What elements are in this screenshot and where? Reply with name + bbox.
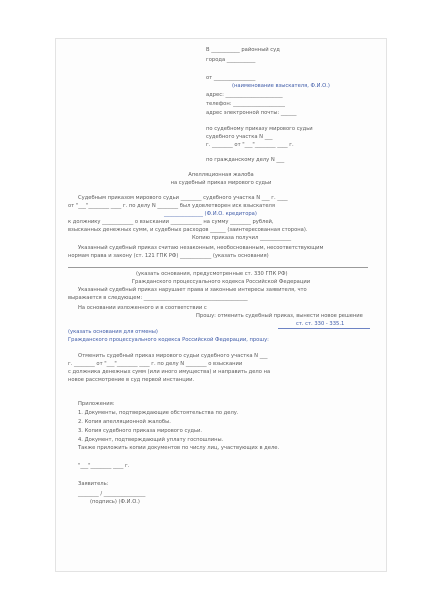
- body-line: На основании изложенного и в соответствии с: [78, 305, 207, 311]
- header-district: судебного участка N ___: [206, 134, 273, 140]
- header-date: г. ________ от "___"________ ____ г.: [206, 142, 294, 148]
- header-order-ref: по судебному приказу мирового судьи: [206, 126, 313, 132]
- footer-applicant: Заявитель:: [78, 481, 109, 487]
- body-line: Копию приказа получил ____________: [192, 235, 292, 241]
- body-line: новое рассмотрение в суд первой инстанции.: [68, 377, 195, 383]
- footer-signature: ________ / ________________: [78, 491, 146, 497]
- body-line: Указанный судебный приказ нарушает права и законные интересы заявителя, что: [78, 287, 307, 293]
- attachment-item: 1. Документы, подтверждающие обстоятельства по делу.: [78, 410, 239, 416]
- footer-signature-labels: (подпись) (Ф.И.О.): [90, 499, 140, 505]
- body-line: к должнику ____________ о взыскании ____________ на сумму ________ рублей,: [68, 219, 274, 225]
- body-line: _______________ (Ф.И.О. кредитора): [164, 211, 257, 217]
- document-subtitle: на судебный приказ мирового судьи: [170, 180, 272, 186]
- header-to-court: В ___________ районный суд: [206, 47, 280, 53]
- attachment-item: 3. Копия судебного приказа мирового судьи.: [78, 428, 203, 434]
- body-line: с должника денежных сумм (или иного имущества) и направить дело на: [68, 369, 271, 375]
- header-address: адрес: ______________________: [206, 92, 283, 98]
- attachment-item: Также приложить копии документов по числу лиц, участвующих в деле.: [78, 445, 280, 451]
- attachments-heading: Приложения:: [78, 401, 115, 407]
- fill-line: [68, 267, 368, 268]
- body-line: Отменить судебный приказ мирового судьи судебного участка N ___: [78, 353, 268, 359]
- header-city: города ___________: [206, 57, 256, 63]
- body-line: (указать основания, предусмотренные ст. 330 ГПК РФ): [136, 271, 288, 277]
- body-line: Судебным приказом мирового судьи ________ судебного участка N ___ г. ____: [78, 195, 288, 201]
- header-case: по гражданскому делу N ___: [206, 157, 285, 163]
- header-phone: телефон: ____________________: [206, 101, 285, 107]
- body-line: Гражданского процессуального кодекса Российской Федерации: [131, 279, 311, 285]
- body-line: Гражданского процессуального кодекса Российской Федерации, прошу:: [68, 337, 269, 343]
- footer-date: "___"________ ____ г.: [78, 463, 130, 469]
- blue-underline: [278, 328, 370, 329]
- body-line: взысканных денежных сумм, и судебных расходов ______ (заинтересованная сторона).: [68, 227, 308, 233]
- header-from-note: (наименование взыскателя, Ф.И.О.): [232, 83, 330, 89]
- body-line: ст. ст. 330 - 335.1: [296, 321, 345, 327]
- body-line: (указать основания для отмены): [68, 329, 158, 335]
- document-title: Апелляционная жалоба: [188, 172, 254, 178]
- attachment-item: 4. Документ, подтверждающий уплату госпошлины.: [78, 437, 224, 443]
- header-email: адрес электронной почты: ______: [206, 110, 297, 116]
- header-from: от ________________: [206, 75, 256, 81]
- body-line: г. ________ от "___"________ ____ г. по делу N ________ о взыскании: [68, 361, 243, 367]
- body-line: выражается в следующем: ________________________________________: [68, 295, 248, 301]
- body-line: от "___"________ ____ г. по делу N ________ был удовлетворен иск взыскателя: [68, 203, 275, 209]
- body-line: Прошу: отменить судебный приказ, вынести новое решение: [196, 313, 363, 319]
- body-line: Указанный судебный приказ считаю незаконным, необоснованным, несоответствующим: [78, 245, 324, 251]
- document-page: [55, 38, 387, 572]
- body-line: нормам права и закону (ст. 121 ГПК РФ) ____________ (указать основания): [68, 253, 269, 259]
- attachment-item: 2. Копия апелляционной жалобы.: [78, 419, 171, 425]
